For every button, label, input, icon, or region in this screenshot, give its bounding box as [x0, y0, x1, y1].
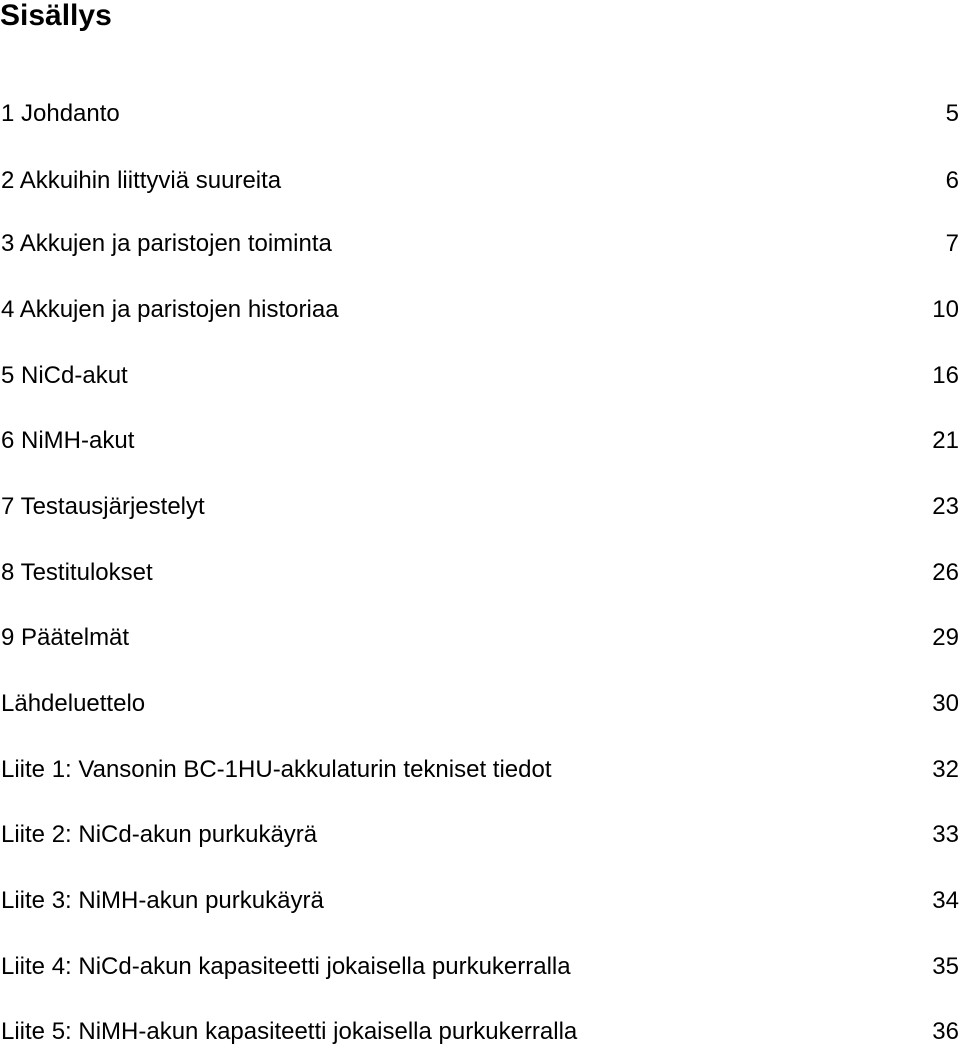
toc-entry-page: 6 — [945, 167, 959, 194]
page-title: Sisällys — [0, 0, 112, 32]
toc-entry-title: Liite 3: NiMH-akun purkukäyrä — [1, 887, 324, 914]
toc-entry[interactable] — [0, 557, 960, 589]
toc-entry-page: 29 — [932, 624, 959, 651]
toc-entry-title: Liite 4: NiCd-akun kapasiteetti jokaisella purkukerralla — [1, 953, 571, 980]
toc-entry-title: 2 Akkuihin liittyviä suureita — [1, 167, 282, 194]
toc-entry-page: 35 — [932, 953, 959, 980]
toc-entry-title: 6 NiMH-akut — [1, 427, 135, 454]
toc-entry-title: 3 Akkujen ja paristojen toiminta — [1, 230, 332, 257]
toc-entry-page: 16 — [932, 362, 959, 389]
toc-entry-title: 1 Johdanto — [1, 100, 120, 127]
toc-entry-title: Liite 1: Vansonin BC-1HU-akkulaturin tekniset tiedot — [1, 756, 552, 783]
toc-entry-title: 4 Akkujen ja paristojen historiaa — [1, 296, 339, 323]
toc-entry-page: 26 — [932, 559, 959, 586]
toc-entry[interactable] — [0, 622, 960, 654]
toc-entry-page: 32 — [932, 756, 959, 783]
toc-entry-page: 5 — [945, 100, 959, 127]
toc-entry-page: 7 — [945, 230, 959, 257]
toc-entry-title: 9 Päätelmät — [1, 624, 130, 651]
toc-entry-page: 30 — [932, 690, 959, 717]
toc-entry-page: 34 — [932, 887, 959, 914]
toc-entry[interactable] — [0, 491, 960, 523]
toc-entry[interactable] — [0, 98, 960, 130]
toc-entry[interactable] — [0, 294, 960, 326]
toc-entry[interactable] — [0, 425, 960, 457]
toc-entry-title: Lähdeluettelo — [1, 690, 146, 717]
toc-entry[interactable] — [0, 951, 960, 983]
toc-entry[interactable] — [0, 754, 960, 786]
toc-entry-page: 36 — [932, 1018, 959, 1045]
toc-entry-title: Liite 5: NiMH-akun kapasiteetti jokaisella purkukerralla — [1, 1018, 578, 1045]
toc-entry[interactable] — [0, 819, 960, 851]
toc-entry[interactable] — [0, 228, 960, 260]
toc-entry-page: 21 — [932, 427, 959, 454]
toc-entry-page: 33 — [932, 821, 959, 848]
toc-entry-page: 10 — [932, 296, 959, 323]
toc-entry[interactable] — [0, 360, 960, 392]
toc-entry[interactable] — [0, 688, 960, 720]
toc-entry[interactable] — [0, 1016, 960, 1048]
toc-entry-page: 23 — [932, 493, 959, 520]
toc-entry-title: 8 Testitulokset — [1, 559, 153, 586]
toc-entry-title: Liite 2: NiCd-akun purkukäyrä — [1, 821, 318, 848]
toc-entry[interactable] — [0, 885, 960, 917]
toc-entry-title: 7 Testausjärjestelyt — [1, 493, 205, 520]
toc-entry[interactable] — [0, 165, 960, 197]
toc-entry-title: 5 NiCd-akut — [1, 362, 128, 389]
